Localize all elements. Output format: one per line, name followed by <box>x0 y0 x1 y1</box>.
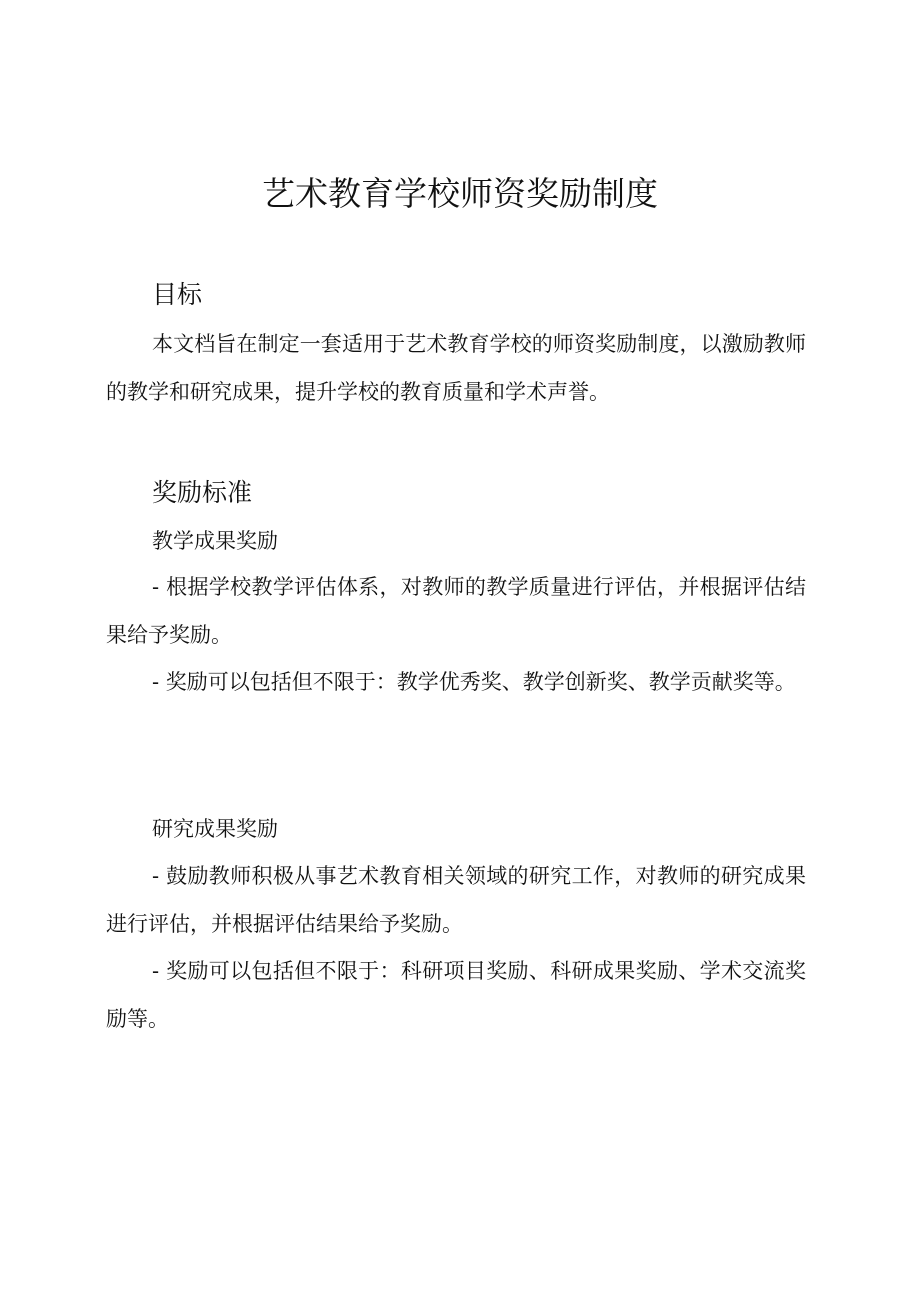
research-award-item-2: - 奖励可以包括但不限于：科研项目奖励、科研成果奖励、学术交流奖励等。 <box>106 959 806 1031</box>
goal-paragraph: 本文档旨在制定一套适用于艺术教育学校的师资奖励制度，以激励教师的教学和研究成果，提升学校的教育质量和学术声誉。 <box>106 332 806 404</box>
subsection-heading-teaching-award: 教学成果奖励 <box>152 529 278 553</box>
section-heading-goal: 目标 <box>152 280 203 309</box>
teaching-award-item-1: - 根据学校教学评估体系，对教师的教学质量进行评估，并根据评估结果给予奖励。 <box>106 575 806 647</box>
document-title: 艺术教育学校师资奖励制度 <box>262 174 658 213</box>
teaching-award-item-2: - 奖励可以包括但不限于：教学优秀奖、教学创新奖、教学贡献奖等。 <box>152 670 796 694</box>
section-heading-award-criteria: 奖励标准 <box>152 478 253 507</box>
subsection-heading-research-award: 研究成果奖励 <box>152 817 278 841</box>
research-award-item-1: - 鼓励教师积极从事艺术教育相关领域的研究工作，对教师的研究成果进行评估，并根据评估结果给予奖励。 <box>106 864 806 936</box>
